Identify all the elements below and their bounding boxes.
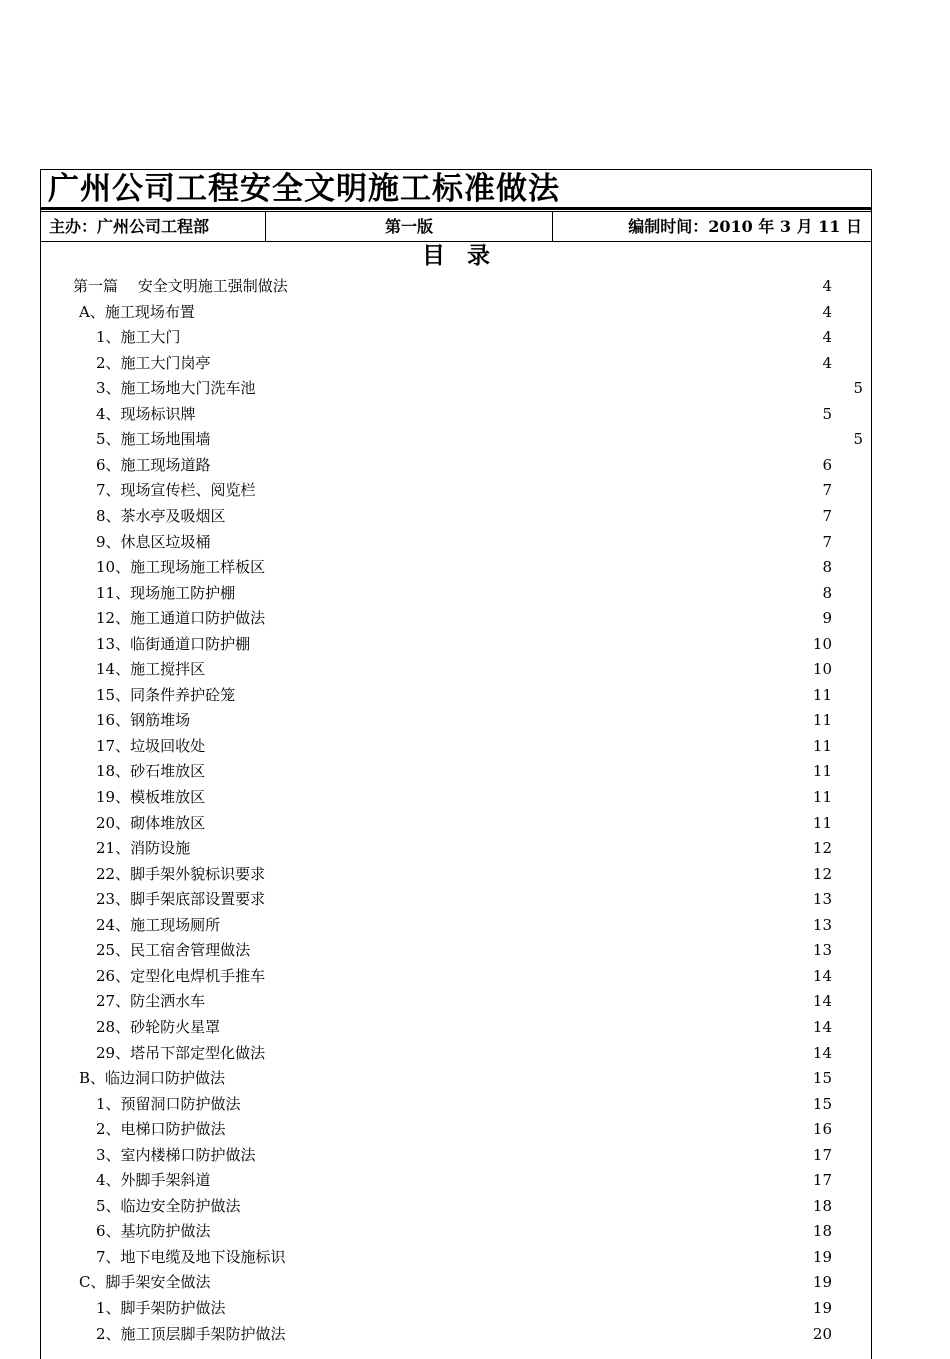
toc-entry-label: 2、电梯口防护做法 (96, 1120, 226, 1138)
toc-entry-label: 22、脚手架外貌标识要求 (96, 865, 266, 883)
toc-entry-page: 17 (812, 1171, 832, 1189)
toc-entry[interactable] (40, 1322, 872, 1346)
toc-entry[interactable] (40, 325, 872, 349)
toc-entry-label: 9、休息区垃圾桶 (96, 533, 211, 551)
toc-heading: 目录 (422, 242, 512, 269)
toc-entry-page: 12 (812, 839, 832, 857)
toc-entry[interactable] (40, 1143, 872, 1167)
toc-entry-page: 10 (812, 635, 832, 653)
toc-entry-page: 13 (812, 890, 832, 908)
toc-entry-page: 18 (812, 1222, 832, 1240)
organizer-cell: 主办：广州公司工程部 (40, 212, 266, 241)
toc-entry-label: 7、现场宣传栏、阅览栏 (96, 481, 256, 499)
toc-entry-label: 2、施工顶层脚手架防护做法 (96, 1325, 286, 1343)
toc-entry[interactable] (40, 300, 872, 324)
toc-entry-label: 4、现场标识牌 (96, 405, 196, 423)
toc-entry[interactable] (40, 862, 872, 886)
toc-entry-page: 5 (822, 405, 832, 423)
toc-entry[interactable] (40, 1066, 872, 1090)
toc-entry-label: 7、地下电缆及地下设施标识 (96, 1248, 286, 1266)
toc-entry-label: 17、垃圾回收处 (96, 737, 206, 755)
toc-entry-label: B、临边洞口防护做法 (79, 1069, 226, 1087)
title-rule-thick (40, 207, 872, 210)
info-row (40, 212, 872, 242)
compile-date-cell: 编制时间：2010 年 3 月 11 日 (628, 217, 862, 236)
toc-entry-page: 15 (812, 1095, 832, 1113)
toc-entry[interactable] (40, 1194, 872, 1218)
toc-entry-label: 26、定型化电焊机手推车 (96, 967, 266, 985)
toc-entry[interactable] (40, 274, 872, 298)
toc-entry[interactable] (40, 836, 872, 860)
toc-entry[interactable] (40, 759, 872, 783)
toc-entry-page: 10 (812, 660, 832, 678)
toc-entry[interactable] (40, 938, 872, 962)
toc-entry-label: A、施工现场布置 (79, 303, 195, 321)
toc-entry-page: 19 (812, 1248, 832, 1266)
toc-entry[interactable] (40, 530, 872, 554)
toc-entry[interactable] (40, 1015, 872, 1039)
document-title: 广州公司工程安全文明施工标准做法 (48, 171, 560, 207)
toc-entry-page: 4 (822, 277, 832, 295)
toc-entry[interactable] (40, 657, 872, 681)
toc-entry-label: 15、同条件养护砼笼 (96, 686, 236, 704)
toc-entry[interactable] (40, 913, 872, 937)
toc-entry[interactable] (40, 632, 872, 656)
toc-entry[interactable] (40, 1168, 872, 1192)
toc-entry-label: 3、室内楼梯口防护做法 (96, 1146, 256, 1164)
toc-entry-page: 11 (812, 711, 832, 729)
toc-entry-label: 27、防尘洒水车 (96, 992, 206, 1010)
toc-entry-label: 1、脚手架防护做法 (96, 1299, 226, 1317)
toc-entry-page: 11 (812, 762, 832, 780)
toc-entry-label: 6、基坑防护做法 (96, 1222, 211, 1240)
toc-entry-label: 6、施工现场道路 (96, 456, 211, 474)
toc-entry-page: 14 (812, 1044, 832, 1062)
toc-entry-page: 4 (822, 328, 832, 346)
toc-entry-page: 9 (822, 609, 832, 627)
toc-entry-page: 19 (812, 1273, 832, 1291)
toc-entry-label: 14、施工搅拌区 (96, 660, 206, 678)
toc-entry-label: 第一篇 安全文明施工强制做法 (73, 277, 288, 295)
toc-entry[interactable] (40, 581, 872, 605)
toc-entry[interactable] (40, 887, 872, 911)
toc-entry[interactable] (40, 989, 872, 1013)
toc-entry-label: 28、砂轮防火星罩 (96, 1018, 221, 1036)
toc-entry-label: 16、钢筋堆场 (96, 711, 191, 729)
toc-entry-label: 25、民工宿舍管理做法 (96, 941, 251, 959)
toc-entry-label: 20、砌体堆放区 (96, 814, 206, 832)
edition-cell: 第一版 (266, 212, 553, 241)
toc-entry[interactable] (40, 811, 872, 835)
toc-entry-label: 23、脚手架底部设置要求 (96, 890, 266, 908)
toc-entry[interactable] (40, 606, 872, 630)
toc-entry-page: 13 (812, 916, 832, 934)
toc-entry-page: 8 (822, 584, 832, 602)
toc-entry[interactable] (40, 1296, 872, 1320)
toc-entry-page: 17 (812, 1146, 832, 1164)
toc-entry[interactable] (40, 964, 872, 988)
toc-entry-label: 1、预留洞口防护做法 (96, 1095, 241, 1113)
toc-entry-label: 8、茶水亭及吸烟区 (96, 507, 226, 525)
toc-entry-page: 15 (812, 1069, 832, 1087)
toc-entry[interactable] (40, 734, 872, 758)
toc-entry[interactable] (40, 351, 872, 375)
toc-entry-page: 18 (812, 1197, 832, 1215)
toc-entry-page: 16 (812, 1120, 832, 1138)
toc-entry-page: 7 (822, 507, 832, 525)
toc-entry-label: 19、模板堆放区 (96, 788, 206, 806)
toc-entry-page: 14 (812, 992, 832, 1010)
toc-entry-page: 13 (812, 941, 832, 959)
toc-entry-page: 12 (812, 865, 832, 883)
toc-entry-label: 13、临街通道口防护棚 (96, 635, 251, 653)
toc-entry-label: 4、外脚手架斜道 (96, 1171, 211, 1189)
toc-entry-label: 12、施工通道口防护做法 (96, 609, 266, 627)
toc-entry-label: 2、施工大门岗亭 (96, 354, 211, 372)
toc-entry[interactable] (40, 478, 872, 502)
toc-entry-label: 18、砂石堆放区 (96, 762, 206, 780)
toc-entry-label: C、脚手架安全做法 (79, 1273, 211, 1291)
toc-entry[interactable] (40, 683, 872, 707)
toc-entry-page: 11 (812, 788, 832, 806)
toc-entry-page: 7 (822, 481, 832, 499)
toc-entry-label: 11、现场施工防护棚 (96, 584, 236, 602)
toc-entry[interactable] (40, 1092, 872, 1116)
toc-entry-page: 14 (812, 1018, 832, 1036)
toc-entry[interactable] (40, 402, 872, 426)
toc-entry[interactable] (40, 1041, 872, 1065)
toc-entry-page: 6 (822, 456, 832, 474)
toc-entry-page: 5 (853, 379, 863, 397)
toc-entry-label: 3、施工场地大门洗车池 (96, 379, 256, 397)
toc-entry[interactable] (40, 1219, 872, 1243)
toc-entry-label: 29、塔吊下部定型化做法 (96, 1044, 266, 1062)
toc-entry-label: 5、临边安全防护做法 (96, 1197, 241, 1215)
toc-entry-page: 14 (812, 967, 832, 985)
toc-entry[interactable] (40, 453, 872, 477)
toc-entry-page: 11 (812, 737, 832, 755)
toc-entry-label: 24、施工现场厕所 (96, 916, 221, 934)
toc-entry[interactable] (40, 504, 872, 528)
toc-entry-page: 20 (812, 1325, 832, 1343)
toc-entry-label: 5、施工场地围墙 (96, 430, 211, 448)
toc-entry[interactable] (40, 427, 872, 451)
toc-entry[interactable] (40, 555, 872, 579)
toc-entry[interactable] (40, 1117, 872, 1141)
toc-entry-page: 4 (822, 303, 832, 321)
toc-entry[interactable] (40, 708, 872, 732)
toc-entry-page: 8 (822, 558, 832, 576)
toc-entry-page: 5 (853, 430, 863, 448)
toc-entry[interactable] (40, 1245, 872, 1269)
toc-entry-page: 7 (822, 533, 832, 551)
toc-entry[interactable] (40, 376, 872, 400)
toc-entry[interactable] (40, 785, 872, 809)
toc-entry-page: 4 (822, 354, 832, 372)
toc-entry[interactable] (40, 1270, 872, 1294)
toc-entry-page: 19 (812, 1299, 832, 1317)
toc-entry-label: 10、施工现场施工样板区 (96, 558, 266, 576)
toc-entry-page: 11 (812, 686, 832, 704)
toc-entry-page: 11 (812, 814, 832, 832)
toc-entry-label: 1、施工大门 (96, 328, 181, 346)
toc-entry-label: 21、消防设施 (96, 839, 191, 857)
